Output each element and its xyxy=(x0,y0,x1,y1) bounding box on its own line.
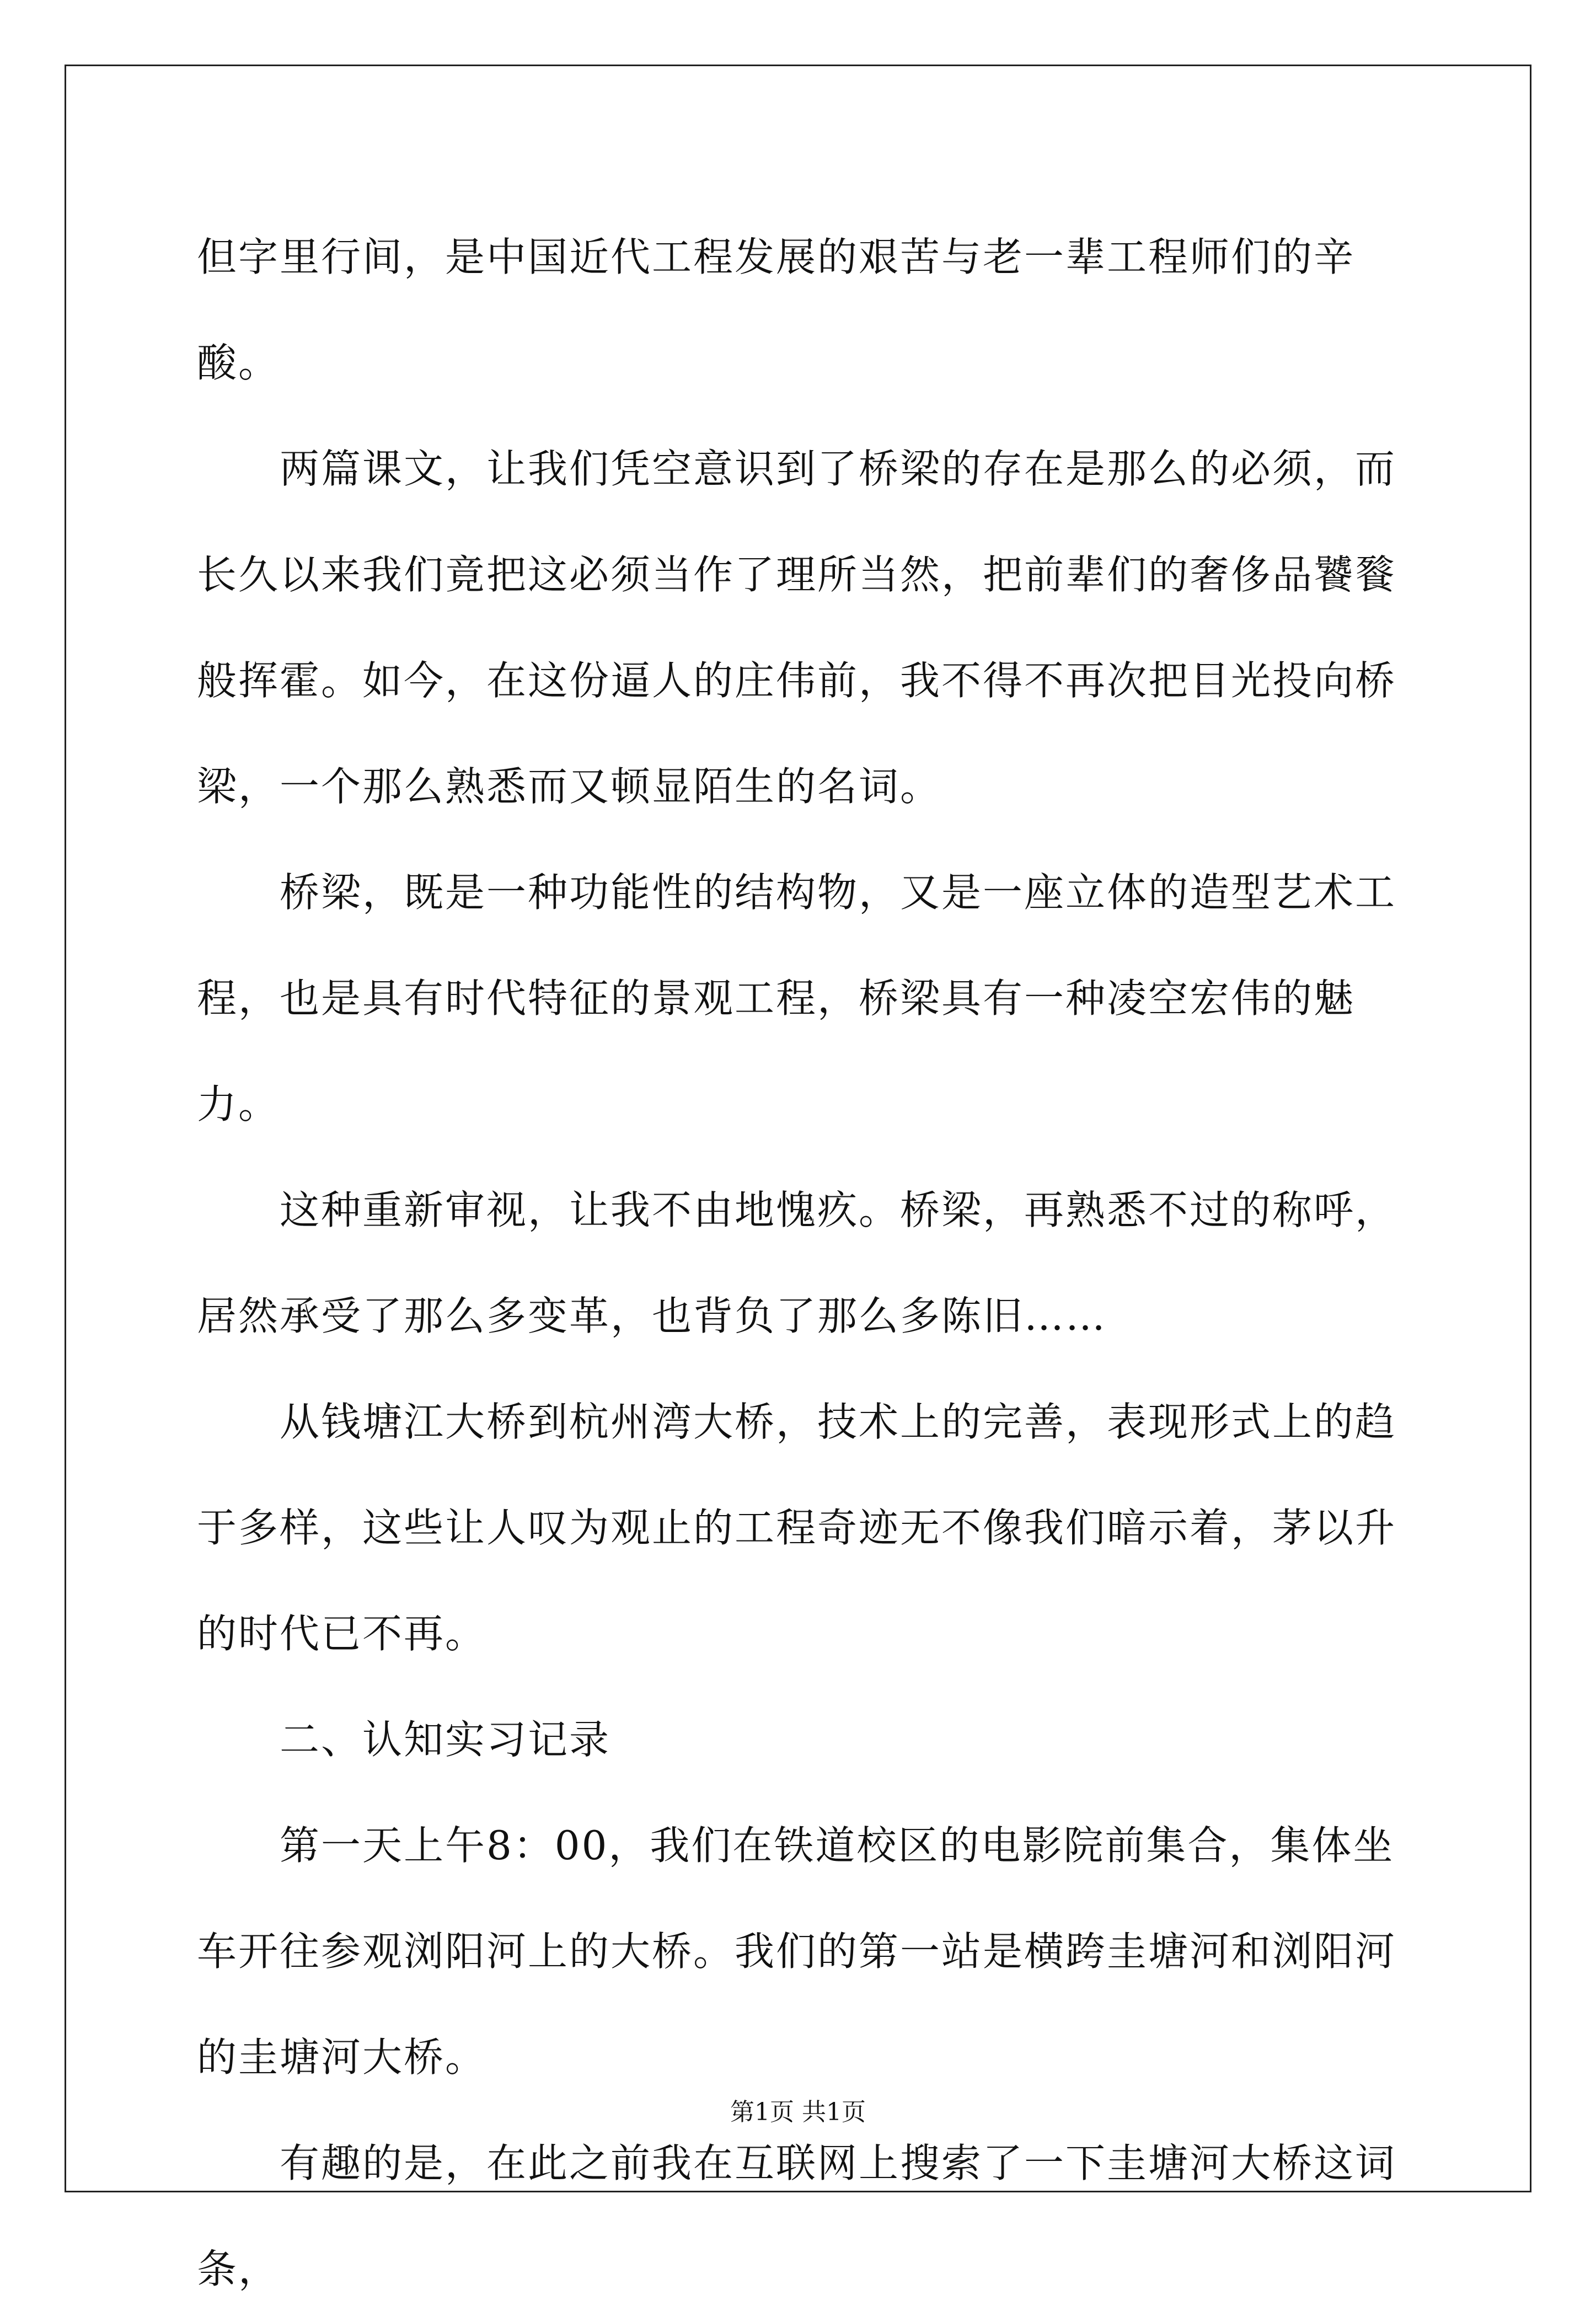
paragraph-6: 第一天上午8：00，我们在铁道校区的电影院前集合，集体坐车开往参观浏阳河上的大桥。我们的第一站是横跨圭塘河和浏阳河的圭塘河大桥。 xyxy=(197,1822,1397,2080)
paragraph-4: 这种重新审视，让我不由地愧疚。桥梁，再熟悉不过的称呼，居然承受了那么多变革，也背负了那么多陈旧…… xyxy=(197,1187,1397,1339)
paragraph-7: 有趣的是，在此之前我在互联网上搜索了一下圭塘河大桥这词条， xyxy=(197,2140,1397,2292)
paragraph-1: 但字里行间，是中国近代工程发展的艰苦与老一辈工程师们的辛酸。 xyxy=(197,234,1356,386)
page-footer: 第1页 共1页 xyxy=(730,2098,866,2126)
section-heading: 二、认知实习记录 xyxy=(280,1716,611,1763)
paragraph-3: 桥梁，既是一种功能性的结构物，又是一座立体的造型艺术工程，也是具有时代特征的景观工程，桥梁具有一种凌空宏伟的魅力。 xyxy=(197,869,1397,1127)
paragraph-2: 两篇课文，让我们凭空意识到了桥梁的存在是那么的必须，而长久以来我们竟把这必须当作了理所当然，把前辈们的奢侈品饕餮般挥霍。如今，在这份逼人的庄伟前，我不得不再次把目光投向桥梁，一个那么熟悉而又顿显陌生的名词。 xyxy=(197,446,1397,810)
document-body xyxy=(197,204,1405,2322)
paragraph-5: 从钱塘江大桥到杭州湾大桥，技术上的完善，表现形式上的趋于多样，这些让人叹为观止的工程奇迹无不像我们暗示着，茅以升的时代已不再。 xyxy=(197,1399,1397,1657)
